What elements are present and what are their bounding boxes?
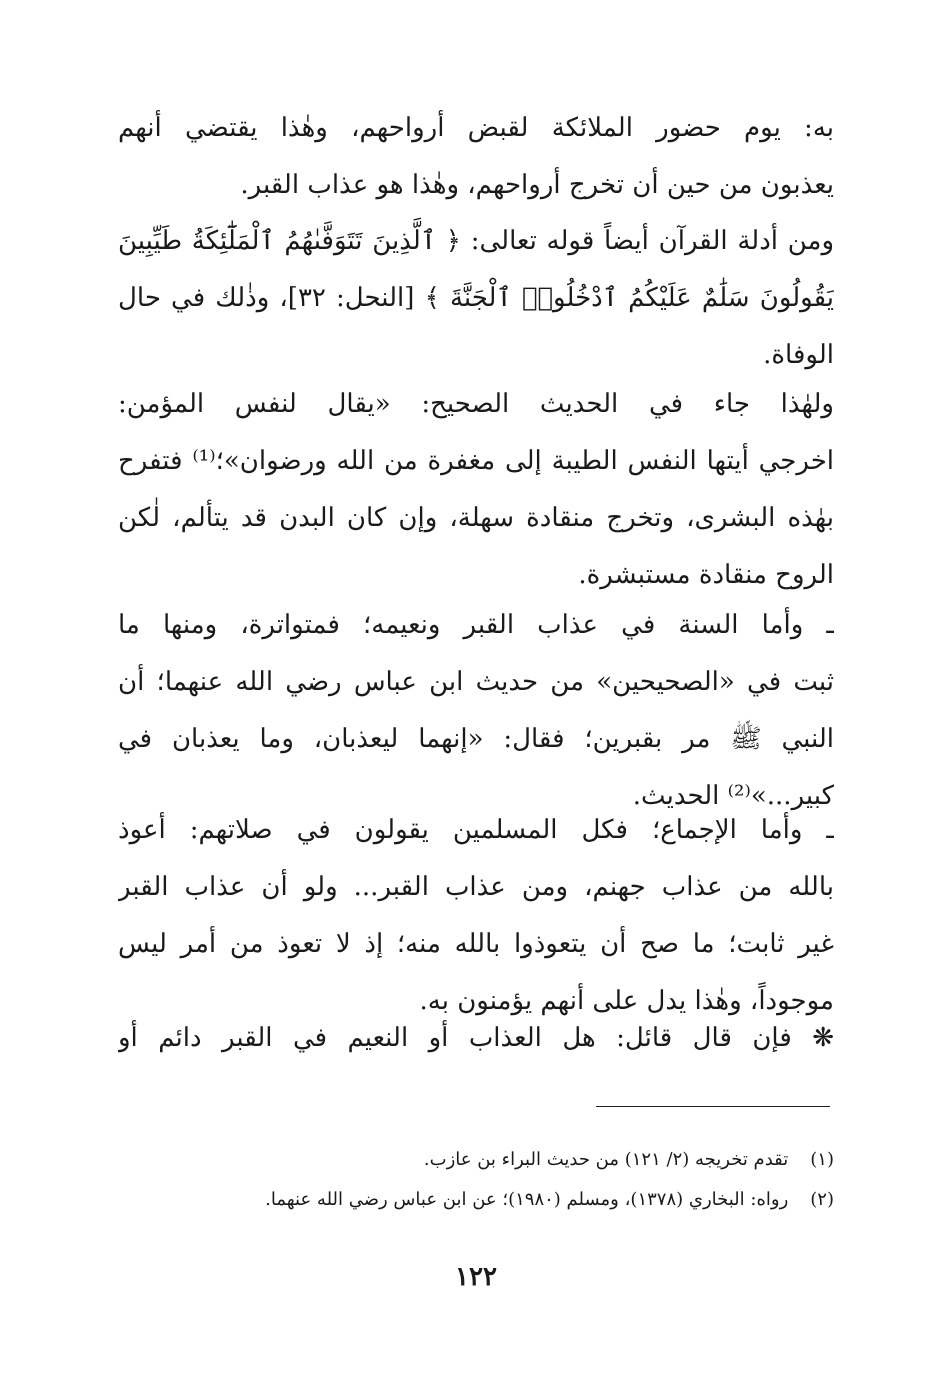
paragraph-line: النبي ﷺ مر بقبرين؛ فقال: «إنهما ليعذبان، وما يعذبان في	[118, 724, 834, 754]
footnote-number: (١)	[810, 1149, 834, 1170]
footnote-text: تقدم تخريجه (٢/ ١٢١) من حديث البراء بن عازب.	[423, 1149, 789, 1170]
paragraph-line: موجوداً، وهٰذا يدل على أنهم يؤمنون به.	[419, 986, 834, 1016]
paragraph-5	[118, 802, 834, 1030]
paragraph-2	[118, 213, 834, 384]
paragraph-line: ❋ فإن قال قائل: هل العذاب أو النعيم في القبر دائم أو	[118, 1023, 834, 1053]
paragraph-line: به: يوم حضور الملائكة لقبض أرواحهم، وهٰذا يقتضي أنهم	[118, 113, 834, 143]
footnotes	[160, 1140, 834, 1220]
paragraph-line: ـ وأما السنة في عذاب القبر ونعيمه؛ فمتواترة، ومنها ما	[118, 610, 834, 640]
paragraph-line: غير ثابت؛ ما صح أن يتعوذوا بالله منه؛ إذ لا تعوذ من أمر ليس	[118, 929, 834, 959]
paragraph-line: ولهٰذا جاء في الحديث الصحيح: «يقال لنفس المؤمن:	[118, 389, 834, 419]
paragraph-6	[118, 1010, 834, 1067]
paragraph-line: الوفاة.	[763, 340, 834, 370]
page-number: ١٢٢	[455, 1262, 497, 1292]
paragraph-line: بالله من عذاب جهنم، ومن عذاب القبر... ولو أن عذاب القبر	[118, 872, 834, 902]
paragraph-line: بهٰذه البشرى، وتخرج منقادة سهلة، وإن كان البدن قد يتألم، لٰكن	[118, 503, 834, 533]
paragraph-line: يَقُولُونَ سَلَٰمٌ عَلَيْكُمُ ٱدْخُلُوا۟ ٱلْجَنَّةَ ﴾ [النحل: ٣٢]، وذٰلك في حال	[118, 283, 834, 313]
paragraph-line: ثبت في «الصحيحين» من حديث ابن عباس رضي الله عنهما؛ أن	[118, 667, 834, 697]
paragraph-4	[118, 597, 834, 825]
footnote-1	[160, 1140, 834, 1180]
paragraph-line: ومن أدلة القرآن أيضاً قوله تعالى: ﴿ ٱلَّذِينَ تَتَوَفَّىٰهُمُ ٱلْمَلَٰٓئِكَةُ طَيِّبِينَ	[118, 226, 834, 256]
footnote-number: (٢)	[810, 1189, 834, 1210]
paragraph-line: كبير...»⁽²⁾ الحديث.	[632, 781, 834, 811]
paragraph-line: ـ وأما الإجماع؛ فكل المسلمين يقولون في صلاتهم: أعوذ	[118, 815, 834, 845]
paragraph-line: الروح منقادة مستبشرة.	[578, 560, 834, 590]
footnote-text: رواه: البخاري (١٣٧٨)، ومسلم (١٩٨٠)؛ عن ابن عباس رضي الله عنهما.	[265, 1189, 789, 1210]
paragraph-1	[118, 100, 834, 214]
footnote-divider	[596, 1106, 830, 1107]
paragraph-line: يعذبون من حين أن تخرج أرواحهم، وهٰذا هو عذاب القبر.	[240, 170, 834, 200]
footnote-2	[160, 1180, 834, 1220]
paragraph-line: اخرجي أيتها النفس الطيبة إلى مغفرة من الله ورضوان»؛⁽¹⁾ فتفرح	[118, 446, 834, 476]
paragraph-3	[118, 376, 834, 604]
